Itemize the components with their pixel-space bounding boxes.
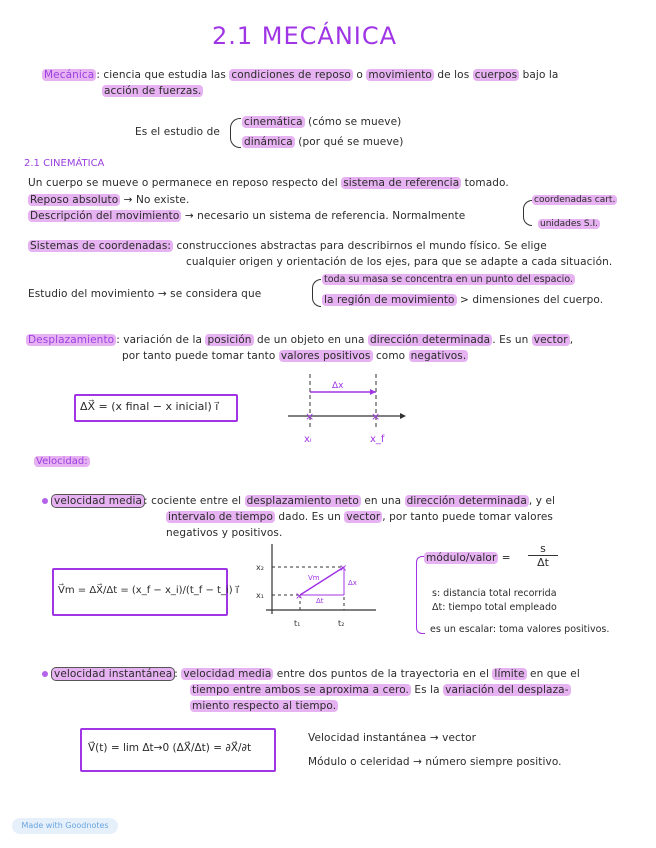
t1-label: t₁ [294, 619, 301, 628]
modulo-fraction: s Δt [528, 542, 558, 569]
velocidad-instantanea-def-line2: tiempo entre ambos se aproxima a cero. Es la variación del desplaza- [192, 684, 569, 696]
point2-mark: × [339, 563, 348, 574]
estudio-mov-opt-a: toda su masa se concentra en un punto del espacio. [324, 274, 573, 285]
s-definition: s: distancia total recorrida [432, 588, 557, 599]
cinematica-heading: 2.1 CINEMÁTICA [24, 158, 105, 169]
desplazamiento-def: Desplazamiento : variación de la posición de un objeto en una dirección determinada . Es un vector , [28, 334, 574, 346]
coord-bracket [523, 200, 532, 226]
bullet-icon [42, 498, 48, 504]
dx-label: Δx [348, 579, 357, 587]
velocidad-instantanea-def: velocidad instantánea : velocidad media entre dos puntos de la trayectoria en el límite en que el [42, 668, 580, 680]
estudio-mov: Estudio del movimiento → se considera que [28, 288, 262, 300]
sistemas-line1: Sistemas de coordenadas: construcciones abstractas para describirnos el mundo físico. Se elige [30, 240, 547, 252]
estudio-prefix: Es el estudio de [135, 126, 220, 138]
unidades-si: unidades S.I. [540, 219, 599, 229]
estudio-mov-bracket [312, 279, 321, 307]
vm-vector [300, 567, 344, 595]
reposo-line: Reposo absoluto → No existe. [30, 194, 190, 206]
velocidad-media-formula: V⃗m = ΔX⃗/Δt = (x_f − x_i)/(t_f − t_i) i⃗ [58, 585, 239, 596]
mecanica-label: Mecánica [44, 69, 95, 81]
x1-label: x₁ [256, 591, 264, 600]
goodnotes-badge[interactable]: Made with Goodnotes [12, 818, 118, 834]
vm-label: Vm [308, 574, 320, 582]
xi-mark: × [305, 410, 315, 423]
xf-mark: × [371, 410, 381, 423]
x2-label: x₂ [256, 563, 264, 572]
estudio-opt1: cinemática (cómo se mueve) [244, 116, 402, 128]
velocidad-media-def-line2: intervalo de tiempo dado. Es un vector , por tanto puede tomar valores [168, 511, 554, 523]
coord-cart: coordenadas cart. [534, 195, 616, 205]
inst-vector-note: Velocidad instantánea → vector [308, 732, 477, 744]
dx-arrow-head [370, 389, 376, 395]
page-title: 2.1 MECÁNICA [212, 22, 398, 50]
escalar-note: es un escalar: toma valores positivos. [430, 624, 610, 635]
desplazamiento-formula: ΔX⃗ = (x final − x inicial) i⃗ [80, 400, 219, 413]
velocidad-media-graph [252, 540, 382, 632]
bullet-icon [42, 671, 48, 677]
estudio-bracket [230, 118, 241, 148]
velocidad-media-def: velocidad media : cociente entre el desplazamiento neto en una dirección determinada , y el [42, 495, 555, 507]
velocidad-heading: Velocidad: [36, 456, 88, 467]
mecanica-definition: Mecánica : ciencia que estudia las condiciones de reposo o movimiento de los cuerpos bajo la [44, 69, 559, 81]
axis-arrow [400, 413, 406, 419]
t2-label: t₂ [338, 619, 345, 628]
xi-label: xᵢ [304, 434, 312, 445]
mecanica-definition-line2: acción de fuerzas. [104, 85, 202, 97]
velocidad-instantanea-def-line3: miento respecto al tiempo. [192, 700, 337, 712]
modulo-celeridad-note: Módulo o celeridad → número siempre positivo. [308, 756, 562, 768]
velocidad-media-def-line3: negativos y positivos. [166, 527, 283, 539]
dt-label: Δt [316, 597, 324, 605]
modulo-bracket [416, 556, 425, 634]
estudio-mov-opt-b: la región de movimiento > dimensiones del cuerpo. [324, 294, 604, 306]
sistemas-line2: cualquier origen y orientación de los ejes, para que se adapte a cada situación. [186, 256, 613, 268]
velocidad-instantanea-formula: V⃗(t) = lim Δt→0 (ΔX⃗/Δt) = ∂X⃗/∂t [88, 742, 252, 754]
point1-mark: × [295, 591, 304, 602]
descripcion-line: Descripción del movimiento → necesario un sistema de referencia. Normalmente [30, 210, 466, 222]
dx-label: Δx [332, 381, 344, 391]
t-definition: Δt: tiempo total empleado [432, 602, 557, 613]
xf-label: x_f [370, 434, 385, 445]
cinematica-line1: Un cuerpo se mueve o permanece en reposo respecto del sistema de referencia tomado. [28, 177, 509, 189]
desplazamiento-def-line2: por tanto puede tomar tanto valores positivos como negativos. [122, 350, 467, 362]
desplazamiento-diagram [280, 370, 420, 450]
estudio-opt2: dinámica (por qué se mueve) [244, 136, 404, 148]
modulo-label: módulo/valor = [426, 552, 511, 564]
